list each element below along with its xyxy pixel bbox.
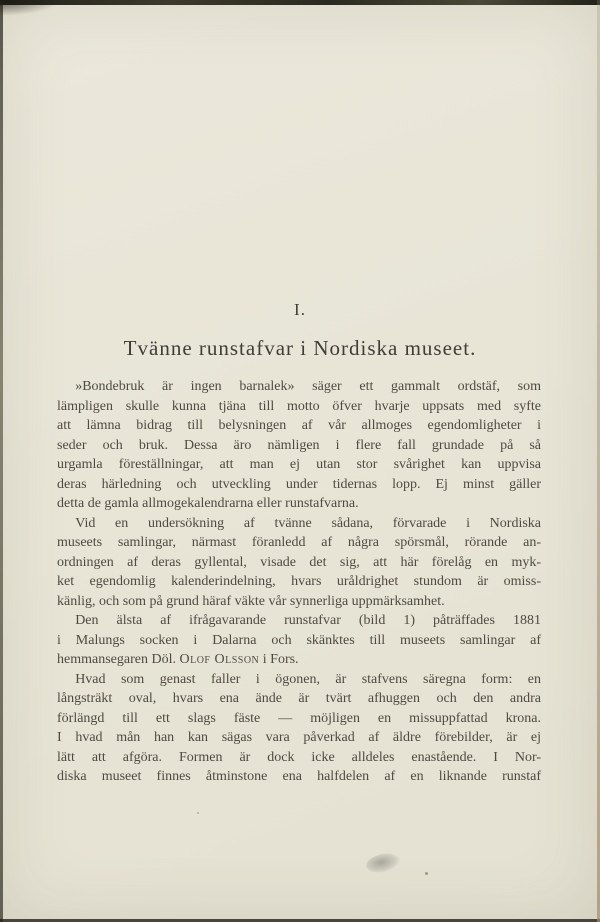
scan-corner-shadow <box>0 0 60 16</box>
section-number: I. <box>294 300 306 319</box>
text-line: urgamla föreställningar, att man ej utan stor svårighet kan uppvisa <box>57 457 541 472</box>
text-line: museets samlingar, närmast föranledd af några spörsmål, rörande an- <box>57 535 541 550</box>
text-line <box>57 650 541 670</box>
scan-edge-left <box>0 0 3 922</box>
paragraph <box>57 611 541 670</box>
scan-edge-top <box>0 0 600 5</box>
text-line: seder och bruk. Dessa äro nämligen i flere fall grundade på så <box>57 437 541 453</box>
text-line: känlig, och som på grund häraf väkte vår synnerliga uppmärksamhet. <box>57 593 445 609</box>
paragraph <box>57 514 541 612</box>
text-line: i Malungs socken i Dalarna och skänktes till museets samlingar af <box>57 632 541 648</box>
text-line: ordningen af deras gyllental, visade det sig, att här förelåg en myk- <box>57 554 541 570</box>
paragraph-lines <box>57 611 541 650</box>
text-line: Vid en undersökning af tvänne sådana, förvarade i Nordiska <box>75 515 541 531</box>
text-line: lämpligen skulle kunna tjäna till motto öfver hvarje uppsats med syfte <box>57 398 541 414</box>
text-line: diska museet finnes åtminstone ena halfdelen af en liknande runstaf <box>57 769 541 784</box>
person-name: Olof Olsson <box>179 652 260 667</box>
paragraph-lines <box>57 377 541 514</box>
paragraph-lines <box>57 514 541 612</box>
text-line: att lämna bidrag till belysningen af vår allmoges egendomligheter i <box>57 418 541 433</box>
text-line: »Bondebruk är ingen barnalek» säger ett gammalt ordstäf, som <box>75 379 541 394</box>
paper-speck <box>425 872 428 875</box>
text-line: lätt att afgöra. Formen är dock icke alldeles enastående. I Nor- <box>57 749 541 765</box>
text-line: ket egendomlig kalenderindelning, hvars uråldrighet stundom är omiss- <box>57 574 541 589</box>
text-line: I hvad mån han kan sägas vara påverkad af äldre förebilder, är ej <box>57 730 541 745</box>
body-text <box>57 377 541 787</box>
text-line: deras härledning och utveckling under tidernas lopp. Ej minst gäller <box>57 476 541 492</box>
page-title: Tvänne runstafvar i Nordiska museet. <box>123 336 477 360</box>
text-line: långsträkt oval, hvars ena ände är tvärt afhuggen och den andra <box>57 691 541 706</box>
ink-smudge <box>365 851 402 876</box>
text-fragment: i Fors. <box>259 652 299 667</box>
paragraph <box>57 377 541 514</box>
text-fragment: hemmansegaren Döl. <box>57 652 180 667</box>
text-line: Hvad som genast faller i ögonen, är stafvens säregna form: en <box>75 671 541 687</box>
text-line: förlängd till ett slags fäste — möjligen en missuppfattad krona. <box>57 710 541 726</box>
paper-speck <box>197 812 199 814</box>
paragraph-lines <box>57 670 541 787</box>
text-line: Den älsta af ifrågavarande runstafvar (bild 1) påträffades 1881 <box>75 613 541 628</box>
text-line: detta de gamla allmogekalendrarna eller runstafvarna. <box>57 496 359 511</box>
paragraph <box>57 670 541 787</box>
